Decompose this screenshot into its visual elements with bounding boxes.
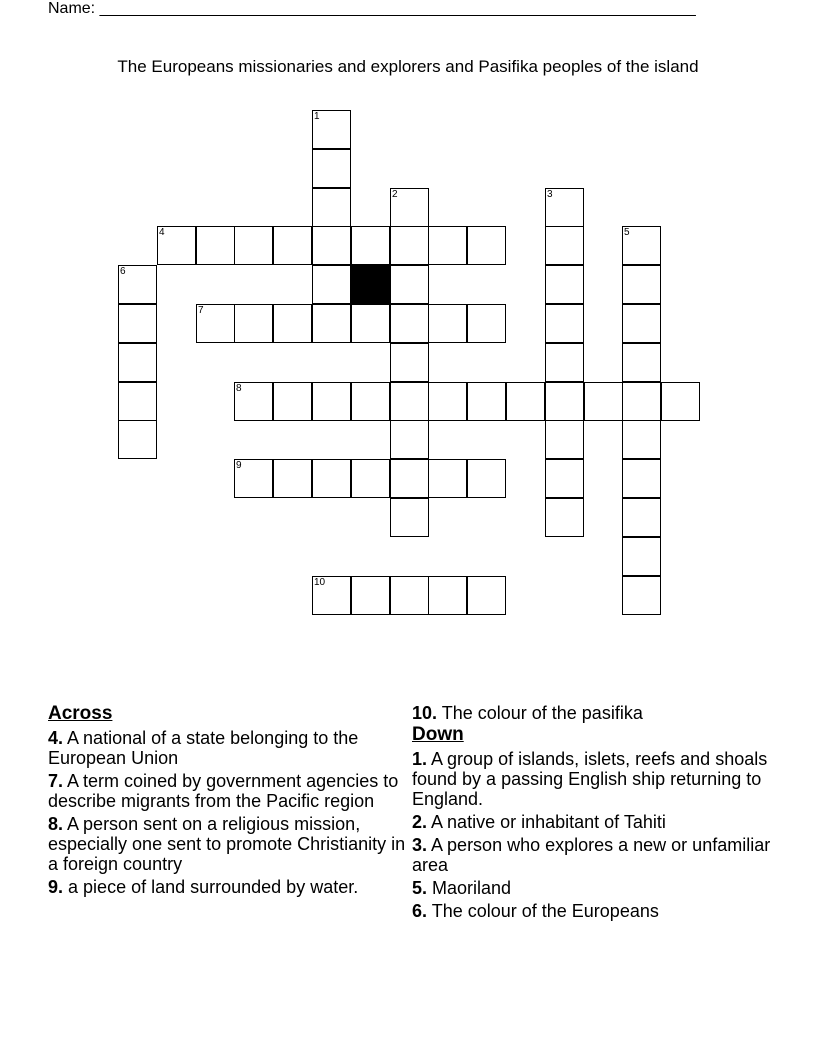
grid-cell[interactable] <box>545 226 584 265</box>
clue-number: 9 <box>236 460 242 471</box>
grid-cell[interactable] <box>312 226 351 265</box>
grid-cell[interactable] <box>312 265 351 304</box>
grid-cell[interactable] <box>428 576 467 615</box>
grid-cell[interactable] <box>622 537 661 576</box>
grid-cell[interactable] <box>312 110 351 149</box>
grid-cell[interactable] <box>545 498 584 537</box>
clues-column-right <box>412 702 772 921</box>
grid-cell[interactable] <box>273 459 312 498</box>
grid-cell[interactable] <box>390 420 429 459</box>
grid-cell[interactable] <box>545 343 584 382</box>
grid-cell[interactable] <box>273 382 312 421</box>
grid-cell[interactable] <box>545 304 584 343</box>
grid-cell[interactable] <box>273 226 312 265</box>
grid-cell[interactable] <box>545 420 584 459</box>
grid-cell[interactable] <box>390 188 429 227</box>
grid-cell[interactable] <box>428 226 467 265</box>
grid-cell[interactable] <box>545 382 584 421</box>
grid-cell[interactable] <box>196 226 235 265</box>
grid-cell[interactable] <box>234 226 273 265</box>
grid-cell[interactable] <box>390 498 429 537</box>
clue-number: 7 <box>198 305 204 316</box>
grid-cell[interactable] <box>312 459 351 498</box>
grid-cell[interactable] <box>622 459 661 498</box>
clue-down-6: 6. The colour of the Europeans <box>412 901 659 921</box>
grid-cell[interactable] <box>390 343 429 382</box>
grid-cell[interactable] <box>118 343 157 382</box>
grid-cell[interactable] <box>584 382 623 421</box>
down-heading: Down <box>412 724 464 745</box>
grid-cell[interactable] <box>661 382 700 421</box>
clue-number: 6 <box>120 266 126 277</box>
grid-cell[interactable] <box>467 459 506 498</box>
grid-cell[interactable] <box>118 265 157 304</box>
clue-number: 5 <box>624 227 630 238</box>
clue-down-3: 3. A person who explores a new or unfamiliar area <box>412 835 771 875</box>
grid-cell[interactable] <box>622 265 661 304</box>
clue-down-2: 2. A native or inhabitant of Tahiti <box>412 812 666 832</box>
grid-cell[interactable] <box>390 576 429 615</box>
grid-cell[interactable] <box>312 188 351 227</box>
grid-cell[interactable] <box>196 304 235 343</box>
grid-cell[interactable] <box>622 498 661 537</box>
clues-column-left <box>48 702 408 897</box>
grid-cell[interactable] <box>390 459 429 498</box>
grid-cell[interactable] <box>118 420 157 459</box>
grid-cell[interactable] <box>467 304 506 343</box>
grid-cell[interactable] <box>351 304 390 343</box>
grid-cell[interactable] <box>312 382 351 421</box>
grid-cell[interactable] <box>351 382 390 421</box>
grid-cell[interactable] <box>622 576 661 615</box>
clue-across-9: 9. a piece of land surrounded by water. <box>48 877 359 897</box>
puzzle-title: The Europeans missionaries and explorers and Pasifika peoples of the island <box>117 57 699 76</box>
grid-cell[interactable] <box>467 576 506 615</box>
grid-cell[interactable] <box>467 226 506 265</box>
grid-cell[interactable] <box>545 459 584 498</box>
grid-cell[interactable] <box>622 304 661 343</box>
grid-cell[interactable] <box>428 304 467 343</box>
grid-cell[interactable] <box>157 226 196 265</box>
name-field-label: Name: ___________________________________________________________________ <box>48 0 696 17</box>
grid-cell[interactable] <box>390 382 429 421</box>
clue-number: 2 <box>392 189 398 200</box>
clue-across-7: 7. A term coined by government agencies to describe migrants from the Pacific region <box>48 771 399 811</box>
grid-cell[interactable] <box>118 304 157 343</box>
grid-cell[interactable] <box>273 304 312 343</box>
clue-across-4: 4. A national of a state belonging to the European Union <box>48 728 359 768</box>
grid-cell[interactable] <box>428 459 467 498</box>
grid-cell-blocked <box>351 265 390 304</box>
across-heading: Across <box>48 703 113 724</box>
clue-number: 1 <box>314 111 320 122</box>
clue-number: 3 <box>547 189 553 200</box>
grid-cell[interactable] <box>390 304 429 343</box>
grid-cell[interactable] <box>622 382 661 421</box>
clue-number: 8 <box>236 383 242 394</box>
grid-cell[interactable] <box>390 226 429 265</box>
clue-across-8: 8. A person sent on a religious mission, especially one sent to promote Christianity in a foreign country <box>48 814 406 874</box>
grid-cell[interactable] <box>312 149 351 188</box>
grid-cell[interactable] <box>622 226 661 265</box>
grid-cell[interactable] <box>118 382 157 421</box>
clue-down-5: 5. Maoriland <box>412 878 512 898</box>
grid-cell[interactable] <box>428 382 467 421</box>
grid-cell[interactable] <box>351 576 390 615</box>
grid-cell[interactable] <box>234 382 273 421</box>
grid-cell[interactable] <box>312 304 351 343</box>
grid-cell[interactable] <box>622 343 661 382</box>
clue-down-1: 1. A group of islands, islets, reefs and shoals found by a passing English ship returning to England. <box>412 749 768 809</box>
grid-cell[interactable] <box>390 265 429 304</box>
grid-cell[interactable] <box>312 576 351 615</box>
clue-number: 4 <box>159 227 165 238</box>
grid-cell[interactable] <box>351 459 390 498</box>
grid-cell[interactable] <box>234 304 273 343</box>
clue-number: 10 <box>314 577 326 588</box>
grid-cell[interactable] <box>351 226 390 265</box>
grid-cell[interactable] <box>545 265 584 304</box>
grid-cell[interactable] <box>467 382 506 421</box>
grid-cell[interactable] <box>545 188 584 227</box>
grid-cell[interactable] <box>234 459 273 498</box>
grid-cell[interactable] <box>506 382 545 421</box>
clue-across-10: 10. The colour of the pasifika <box>412 703 643 723</box>
grid-cell[interactable] <box>622 420 661 459</box>
